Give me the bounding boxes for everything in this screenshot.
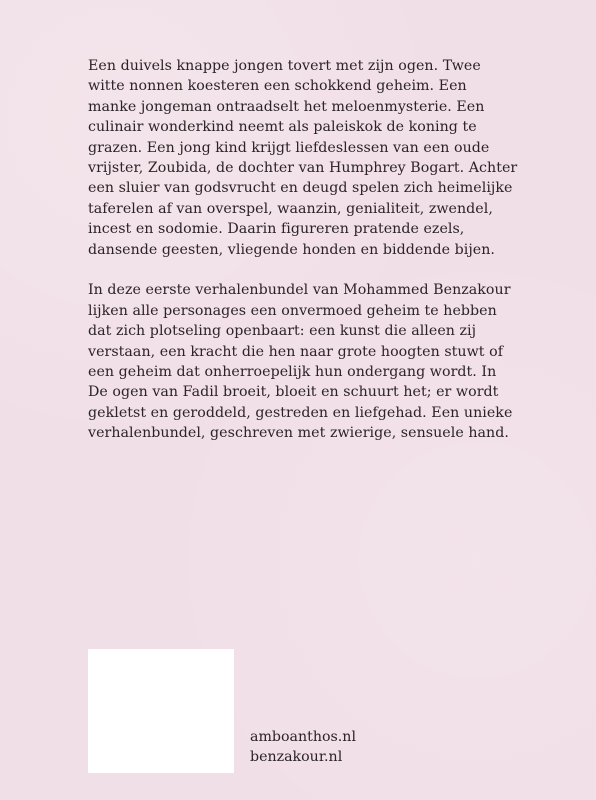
blurb-line: verstaan, een kracht die hen naar grote hoogten stuwt of [88,343,503,360]
blurb-paragraph-2 [88,280,524,443]
blurb-line: lijken alle personages een onvermoed geheim te hebben [88,302,497,319]
blurb-line: Een duivels knappe jongen tovert met zijn ogen. Twee [88,58,481,74]
publisher-link[interactable]: amboanthos.nl [250,729,356,745]
blurb-line: incest en sodomie. Daarin figureren pratende ezels, [88,221,465,238]
blurb [88,56,524,444]
blurb-line: verhalenbundel, geschreven met zwierige, sensuele hand. [88,425,509,442]
blurb-line: grazen. Een jong kind krijgt liefdeslessen van een oude [88,139,490,156]
author-link[interactable]: benzakour.nl [250,749,343,766]
blurb-line: taferelen af van overspel, waanzin, genialiteit, zwendel, [88,200,493,217]
blurb-line: witte nonnen koesteren een schokkend geheim. Een [88,78,467,95]
white-rectangle [88,649,234,773]
blurb-paragraph-1 [88,56,524,260]
blurb-line: gekletst en geroddeld, gestreden en liefgehad. Een unieke [88,404,513,421]
blurb-line: een sluier van godsvrucht en deugd spelen zich heimelijke [88,180,513,197]
blurb-line: vrijster, Zoubida, de dochter van Humphrey Bogart. Achter [88,160,518,177]
blurb-line: De ogen van Fadil broeit, bloeit en schuurt het; er wordt [88,384,499,401]
blurb-line: In deze eerste verhalenbundel van Mohammed Benzakour [88,282,511,299]
blurb-line: een geheim dat onherroepelijk hun ondergang wordt. In [88,364,497,381]
blurb-line: manke jongeman ontraadselt het meloenmysterie. Een [88,98,485,115]
blurb-line: culinair wonderkind neemt als paleiskok de koning te [88,119,477,136]
blurb-line: dansende geesten, vliegende honden en biddende bijen. [88,241,495,258]
publisher-links [250,727,356,768]
blurb-line: dat zich plotseling openbaart: een kunst die alleen zij [88,323,477,340]
